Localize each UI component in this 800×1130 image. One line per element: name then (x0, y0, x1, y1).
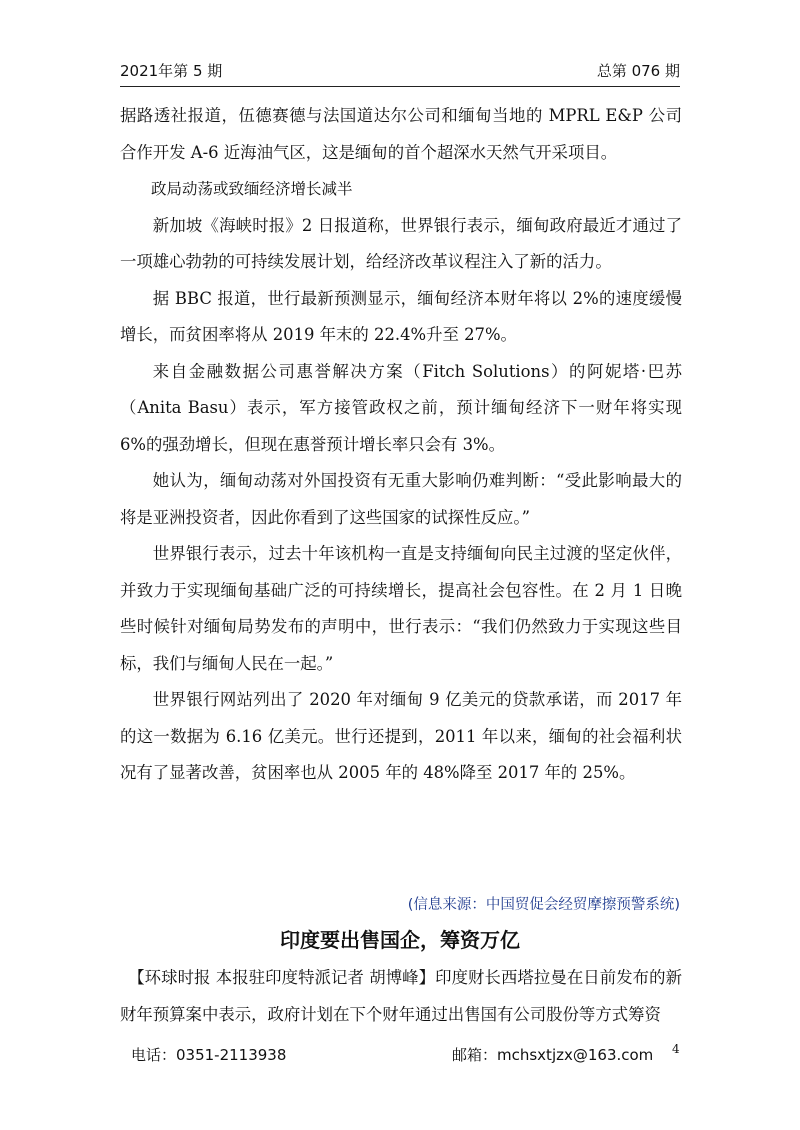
paragraph: 据 BBC 报道，世行最新预测显示，缅甸经济本财年将以 2%的速度缓慢增长，而贫困率将从 2019 年末的 22.4%升至 27%。 (120, 288, 682, 344)
paragraph: 世界银行网站列出了 2020 年对缅甸 9 亿美元的贷款承诺，而 2017 年的这一数据为 6.16 亿美元。世行还提到，2011 年以来，缅甸的社会福利状况有了显著改善，贫困率也从 2005 年的 48%降至 2017 年的 25%。 (120, 690, 682, 782)
section-heading: 政局动荡或致缅经济增长减半 (151, 180, 353, 198)
paragraph: 新加坡《海峡时报》2 日报道称，世界银行表示，缅甸政府最近才通过了一项雄心勃勃的可持续发展计划，给经济改革议程注入了新的活力。 (120, 215, 682, 271)
phone-contact: 电话：0351-2113938 (131, 1046, 287, 1064)
article-title: 印度要出售国企，筹资万亿 (280, 928, 520, 952)
paragraph: 世界银行表示，过去十年该机构一直是支持缅甸向民主过渡的坚定伙伴，并致力于实现缅甸基础广泛的可持续增长，提高社会包容性。在 2 月 1 日晚些时候针对缅甸局势发布的声明中，世行表示：“我们仍然致力于实现这些目标，我们与缅甸人民在一起。” (120, 544, 682, 673)
info-source: (信息来源：中国贸促会经贸摩擦预警系统) (407, 897, 680, 913)
page-number: 4 (672, 1042, 680, 1056)
paragraph: 来自金融数据公司惠誉解决方案（Fitch Solutions）的阿妮塔·巴苏（Anita Basu）表示，军方接管政权之前，预计缅甸经济下一财年将实现 6%的强劲增长，但现在惠誉预计增长率只会有 3%。 (120, 361, 682, 454)
paragraph: 【环球时报 本报驻印度特派记者 胡博峰】印度财长西塔拉曼在日前发布的新财年预算案中表示，政府计划在下个财年通过出售国有公司股份等方式筹资 (120, 968, 682, 1024)
paragraph: 据路透社报道，伍德赛德与法国道达尔公司和缅甸当地的 MPRL E&P 公司合作开发 A-6 近海油气区，这是缅甸的首个超深水天然气开采项目。 (120, 106, 682, 162)
email-contact: 邮箱：mchsxtjzx@163.com (452, 1046, 654, 1064)
issue-number: 2021年第 5 期 (120, 62, 223, 80)
total-issue-number: 总第 076 期 (596, 62, 680, 80)
paragraph: 她认为，缅甸动荡对外国投资有无重大影响仍难判断：“受此影响最大的将是亚洲投资者，因此你看到了这些国家的试探性反应。” (120, 471, 682, 527)
article2-body (120, 960, 682, 1033)
page-header (120, 60, 680, 87)
article-body (120, 98, 682, 792)
